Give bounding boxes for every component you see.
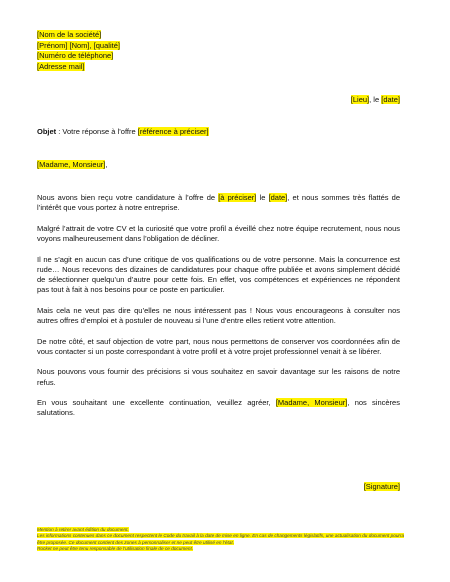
note-line-3: Rocket ne peut être tenu responsable de l’utilisation finale de ce document. bbox=[37, 546, 194, 552]
note-line-2: Les informations contenues dans ce document respectent le Code du travail à la date de mise en ligne. En cas de changements législatifs, une actualisation du document pourra être proposée. Ce document contient des zones à personnaliser et ne peut être utilisé en l’état. bbox=[37, 533, 405, 545]
paragraph-6: Nous pouvons vous fournir des précisions si vous souhaitez en savoir davantage sur les raisons de notre refus. bbox=[37, 367, 400, 387]
sender-company: [Nom de la société] bbox=[37, 30, 102, 39]
p1-date-placeholder: [date] bbox=[268, 193, 288, 202]
p7-text-b: , nos sincères salutations. bbox=[37, 398, 400, 418]
subject-label: Objet bbox=[37, 127, 57, 136]
letter-body bbox=[37, 193, 400, 429]
sender-phone: [Numéro de téléphone] bbox=[37, 51, 114, 61]
subject-text: : Votre réponse à l’offre bbox=[56, 127, 138, 136]
date-separator: , le bbox=[369, 95, 382, 104]
p1-text-b: le bbox=[256, 193, 269, 202]
p1-text-a: Nous avons bien reçu votre candidature à l’offre de bbox=[37, 193, 219, 202]
p1-offer-placeholder: [à préciser] bbox=[218, 193, 257, 202]
place-date-line bbox=[351, 95, 400, 105]
sender-name: [Prénom] [Nom], [qualité] bbox=[37, 40, 120, 50]
p1-text-c: , et nous sommes très flattés de l’intérêt que vous portez à notre entreprise. bbox=[37, 193, 400, 213]
subject-line bbox=[37, 127, 209, 137]
paragraph-2: Malgré l’attrait de votre CV et la curiosité que votre profil a éveillé chez notre équipe recrutement, nous nous voyons malheureusement dans l’obligation de décliner. bbox=[37, 223, 400, 243]
disclaimer-note bbox=[37, 527, 407, 553]
date-placeholder: [date] bbox=[381, 95, 400, 104]
paragraph-7 bbox=[37, 398, 400, 418]
paragraph-3: Il ne s’agit en aucun cas d’une critique de vos qualifications ou de votre personne. Mais la concurrence est rude… Nous recevons des dizaines de candidatures pour chaque offre publiée et avons simplement décidé de sélectionner quelqu’un d’autre pour cette fois. En effet, vos compétences et expériences ne répondent pas tout à fait à nos besoins pour ce poste en particulier. bbox=[37, 254, 400, 295]
subject-reference: [référence à préciser] bbox=[137, 127, 209, 136]
salutation bbox=[37, 160, 107, 170]
signature-placeholder: [Signature] bbox=[363, 482, 400, 491]
sender-block bbox=[37, 30, 120, 72]
p7-salutation-placeholder: [Madame, Monsieur] bbox=[275, 398, 348, 408]
salutation-name: [Madame, Monsieur] bbox=[37, 160, 106, 169]
salutation-punct: , bbox=[105, 160, 108, 169]
sender-email: [Adresse mail] bbox=[37, 61, 85, 71]
p7-text-a: En vous souhaitant une excellente continuation, veuillez agréer, bbox=[37, 398, 276, 408]
paragraph-5: De notre côté, et sauf objection de votre part, nous nous permettons de conserver vos coordonnées afin de vous contacter si un poste correspondant à votre profil et à votre projet professionnel venait à se libérer. bbox=[37, 336, 400, 356]
paragraph-1 bbox=[37, 193, 400, 213]
paragraph-4: Mais cela ne veut pas dire qu’elles ne nous intéressent pas ! Nous vous encourageons à consulter nos autres offres d’emploi et à postuler de nouveau si l’une d’entre elles retient votre attention. bbox=[37, 305, 400, 325]
place-placeholder: [Lieu] bbox=[350, 95, 370, 104]
note-line-1: Mention à retirer avant édition du document. bbox=[37, 527, 129, 532]
signature-line bbox=[364, 482, 400, 492]
